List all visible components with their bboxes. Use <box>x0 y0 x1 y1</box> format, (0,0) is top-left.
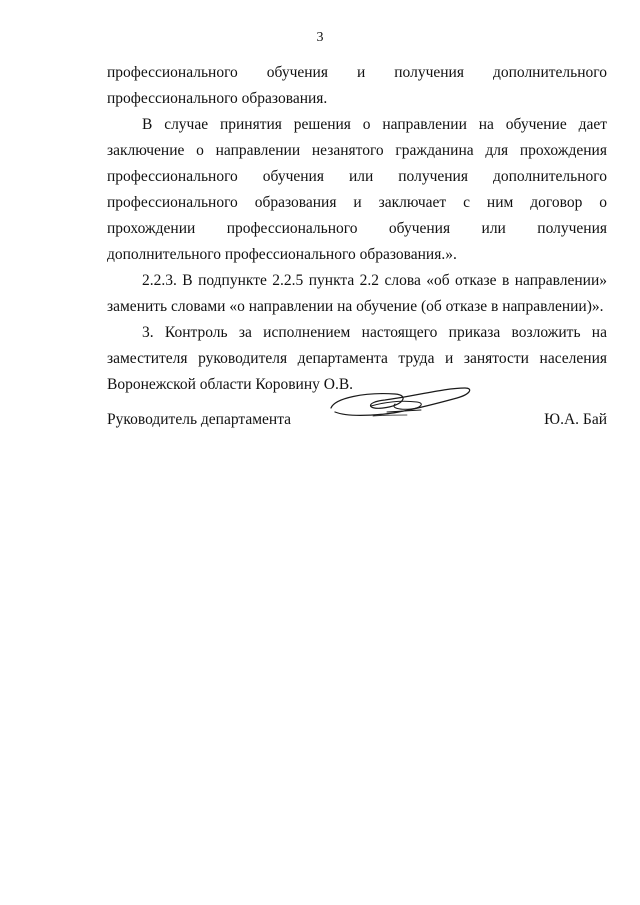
paragraph-control: 3. Контроль за исполнением настоящего приказа возложить на заместителя руководителя департамента труда и занятости населения Воронежской области Коровину О.В. <box>107 324 607 393</box>
paragraph-continuation: профессионального обучения и получения дополнительного профессионального образования. <box>107 64 607 107</box>
signatory-name: Ю.А. Бай <box>544 411 607 428</box>
page-number: 3 <box>316 30 324 45</box>
document-body <box>107 60 607 398</box>
paragraph-conclusion: В случае принятия решения о направлении на обучение дает заключение о направлении незанятого гражданина для прохождения профессионального обучения или получения дополнительного профессионального образования и заключает с ним договор о прохождении профессионального обучения или получения дополнительного профессионального образования.». <box>107 116 607 263</box>
signature-block <box>107 407 607 433</box>
signatory-position: Руководитель департамента <box>107 411 292 428</box>
paragraph-amendment-2-2-3: 2.2.3. В подпункте 2.2.5 пункта 2.2 слова «об отказе в направлении» заменить словами «о направлении на обучение (об отказе в направлении)». <box>107 272 607 315</box>
